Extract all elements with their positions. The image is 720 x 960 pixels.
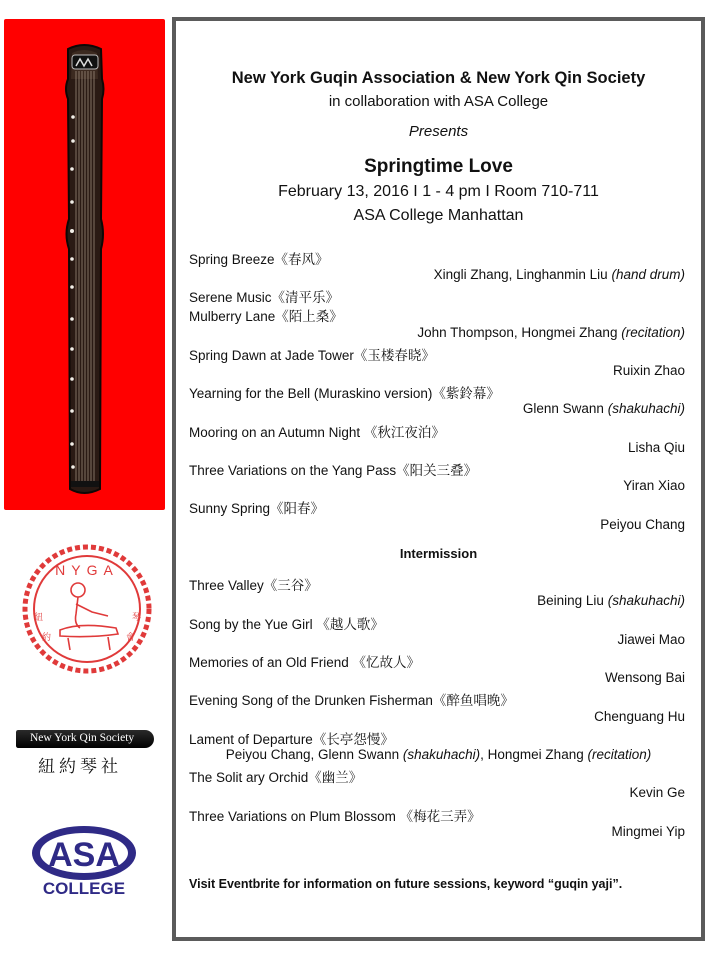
program-piece: Three Variations on the Yang Pass《阳关三叠》 (189, 463, 478, 478)
program-piece: Three Variations on Plum Blossom 《梅花三弄》 (189, 809, 481, 824)
svg-text:琴: 琴 (132, 613, 142, 623)
program-piece: Evening Song of the Drunken Fisherman《醉鱼唱晚》 (189, 693, 514, 708)
qin-society-bar (16, 730, 154, 748)
presents-line: Presents (408, 123, 469, 140)
nyga-seal-logo (20, 542, 154, 676)
program-piece: Sunny Spring《阳春》 (189, 501, 325, 516)
svg-text:會: 會 (126, 633, 136, 643)
qin-society-cn-label: 紐約琴社 (38, 757, 122, 777)
program-performer: Lisha Qiu (627, 440, 685, 455)
program-piece: Mulberry Lane《陌上桑》 (189, 309, 343, 324)
program-performer: Chenguang Hu (594, 709, 685, 724)
program-piece: Three Valley《三谷》 (189, 578, 318, 593)
program-piece: Lament of Departure《长亭怨慢》 (189, 732, 394, 747)
intermission-heading: Intermission (399, 546, 478, 561)
program-piece: Mooring on an Autumn Night 《秋江夜泊》 (189, 425, 445, 440)
guqin-image-panel (4, 19, 165, 510)
program-performer: Wensong Bai (604, 670, 685, 685)
program-performer: Kevin Ge (629, 785, 685, 800)
svg-text:約: 約 (42, 633, 52, 643)
asa-college-logo (30, 823, 138, 897)
program-piece: The Solit ary Orchid《幽兰》 (189, 770, 363, 785)
nyga-letters: NYGA (55, 562, 119, 578)
program-performer: Jiawei Mao (617, 632, 685, 647)
event-venue: ASA College Manhattan (353, 207, 524, 224)
guqin-instrument-image (4, 19, 165, 510)
collaboration-line: in collaboration with ASA College (328, 93, 549, 110)
qin-society-en-label: New York Qin Society (30, 732, 135, 744)
program-performer: Ruixin Zhao (612, 363, 685, 378)
program-piece: Serene Music《清平乐》 (189, 290, 340, 305)
program-performer: John Thompson, Hongmei Zhang (recitation) (417, 325, 685, 340)
event-title: Springtime Love (364, 156, 513, 177)
eventbrite-footer-note: Visit Eventbrite for information on future sessions, keyword “guqin yaji”. (189, 877, 623, 891)
program-piece: Song by the Yue Girl 《越人歌》 (189, 617, 384, 632)
organizers-heading: New York Guqin Association & New York Qin Society (231, 69, 646, 87)
asa-letters: ASA (48, 836, 120, 874)
program-performer: Peiyou Chang (600, 517, 685, 532)
program-performer: Xingli Zhang, Linghanmin Liu (hand drum) (433, 267, 685, 282)
program-frame (172, 17, 705, 941)
program-performer: Yiran Xiao (623, 478, 685, 493)
program-piece: Yearning for the Bell (Muraskino version)《紫鈴幕》 (189, 386, 500, 401)
program-performer: Beining Liu (shakuhachi) (537, 593, 685, 608)
program-performer: Mingmei Yip (611, 824, 685, 839)
qin-society-logo (16, 726, 156, 778)
program-performer: Peiyou Chang, Glenn Swann (shakuhachi), Hongmei Zhang (recitation) (225, 747, 652, 762)
program-piece: Spring Breeze《春风》 (189, 252, 329, 267)
asa-college-word: COLLEGE (42, 879, 126, 897)
event-date-time: February 13, 2016 I 1 - 4 pm I Room 710-711 (278, 183, 599, 200)
program-performer: Glenn Swann (shakuhachi) (522, 401, 685, 416)
program-piece: Spring Dawn at Jade Tower《玉楼春晓》 (189, 348, 435, 363)
program-piece: Memories of an Old Friend 《忆故人》 (189, 655, 421, 670)
svg-text:紐: 紐 (34, 613, 44, 623)
